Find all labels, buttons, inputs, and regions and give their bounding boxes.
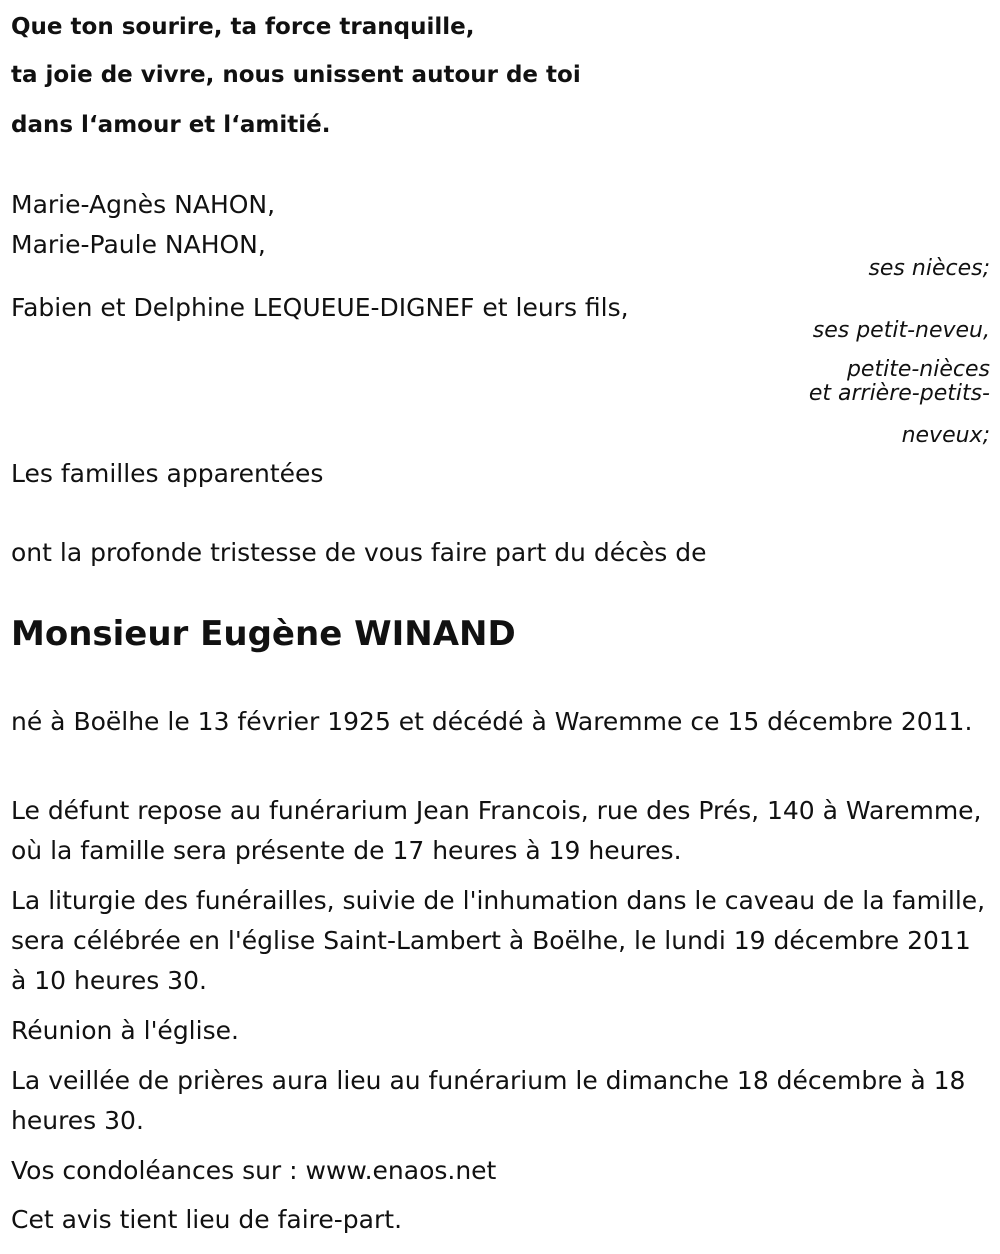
- rest-place-paragraph: Le défunt repose au funérarium Jean Francois, rue des Prés, 140 à Waremme, où la famille sera présente de 17 heures à 19 heures.: [11, 796, 982, 865]
- grand-relation-line-3: et arrière-petits-: [808, 381, 990, 406]
- vigil-paragraph: La veillée de prières aura lieu au funérarium le dimanche 18 décembre à 18 heures 30.: [11, 1066, 966, 1135]
- grand-relatives-names: Fabien et Delphine LEQUEUE-DIGNEF et leurs fils,: [11, 293, 629, 322]
- notice-paragraph: Cet avis tient lieu de faire-part.: [11, 1205, 403, 1234]
- niece-name-1: Marie-Agnès NAHON,: [11, 190, 276, 219]
- grand-relation-line-4: neveux;: [901, 423, 990, 448]
- deceased-name: Monsieur Eugène WINAND: [11, 614, 516, 654]
- quote-line-3: dans l‘amour et l‘amitié.: [11, 112, 331, 138]
- niece-name-2: Marie-Paule NAHON,: [11, 230, 266, 259]
- grand-relation-line-2: petite-nièces: [846, 357, 990, 382]
- nieces-relation: ses nièces;: [868, 256, 990, 281]
- quote-line-2: ta joie de vivre, nous unissent autour de toi: [11, 62, 581, 88]
- meeting-paragraph: Réunion à l'église.: [11, 1016, 239, 1045]
- announcement-text: ont la profonde tristesse de vous faire part du décès de: [11, 538, 707, 567]
- funeral-paragraph: La liturgie des funérailles, suivie de l'inhumation dans le caveau de la famille, sera célébrée en l'église Saint-Lambert à Boëlhe, le lundi 19 décembre 2011 à 10 heures 30.: [11, 886, 986, 995]
- grand-relation-line-1: ses petit-neveu,: [812, 318, 990, 343]
- quote-line-1: Que ton sourire, ta force tranquille,: [11, 14, 475, 40]
- birth-death-paragraph: né à Boëlhe le 13 février 1925 et décédé à Waremme ce 15 décembre 2011.: [11, 707, 973, 736]
- condolences-paragraph: Vos condoléances sur : www.enaos.net: [11, 1156, 497, 1185]
- related-families: Les familles apparentées: [11, 459, 324, 488]
